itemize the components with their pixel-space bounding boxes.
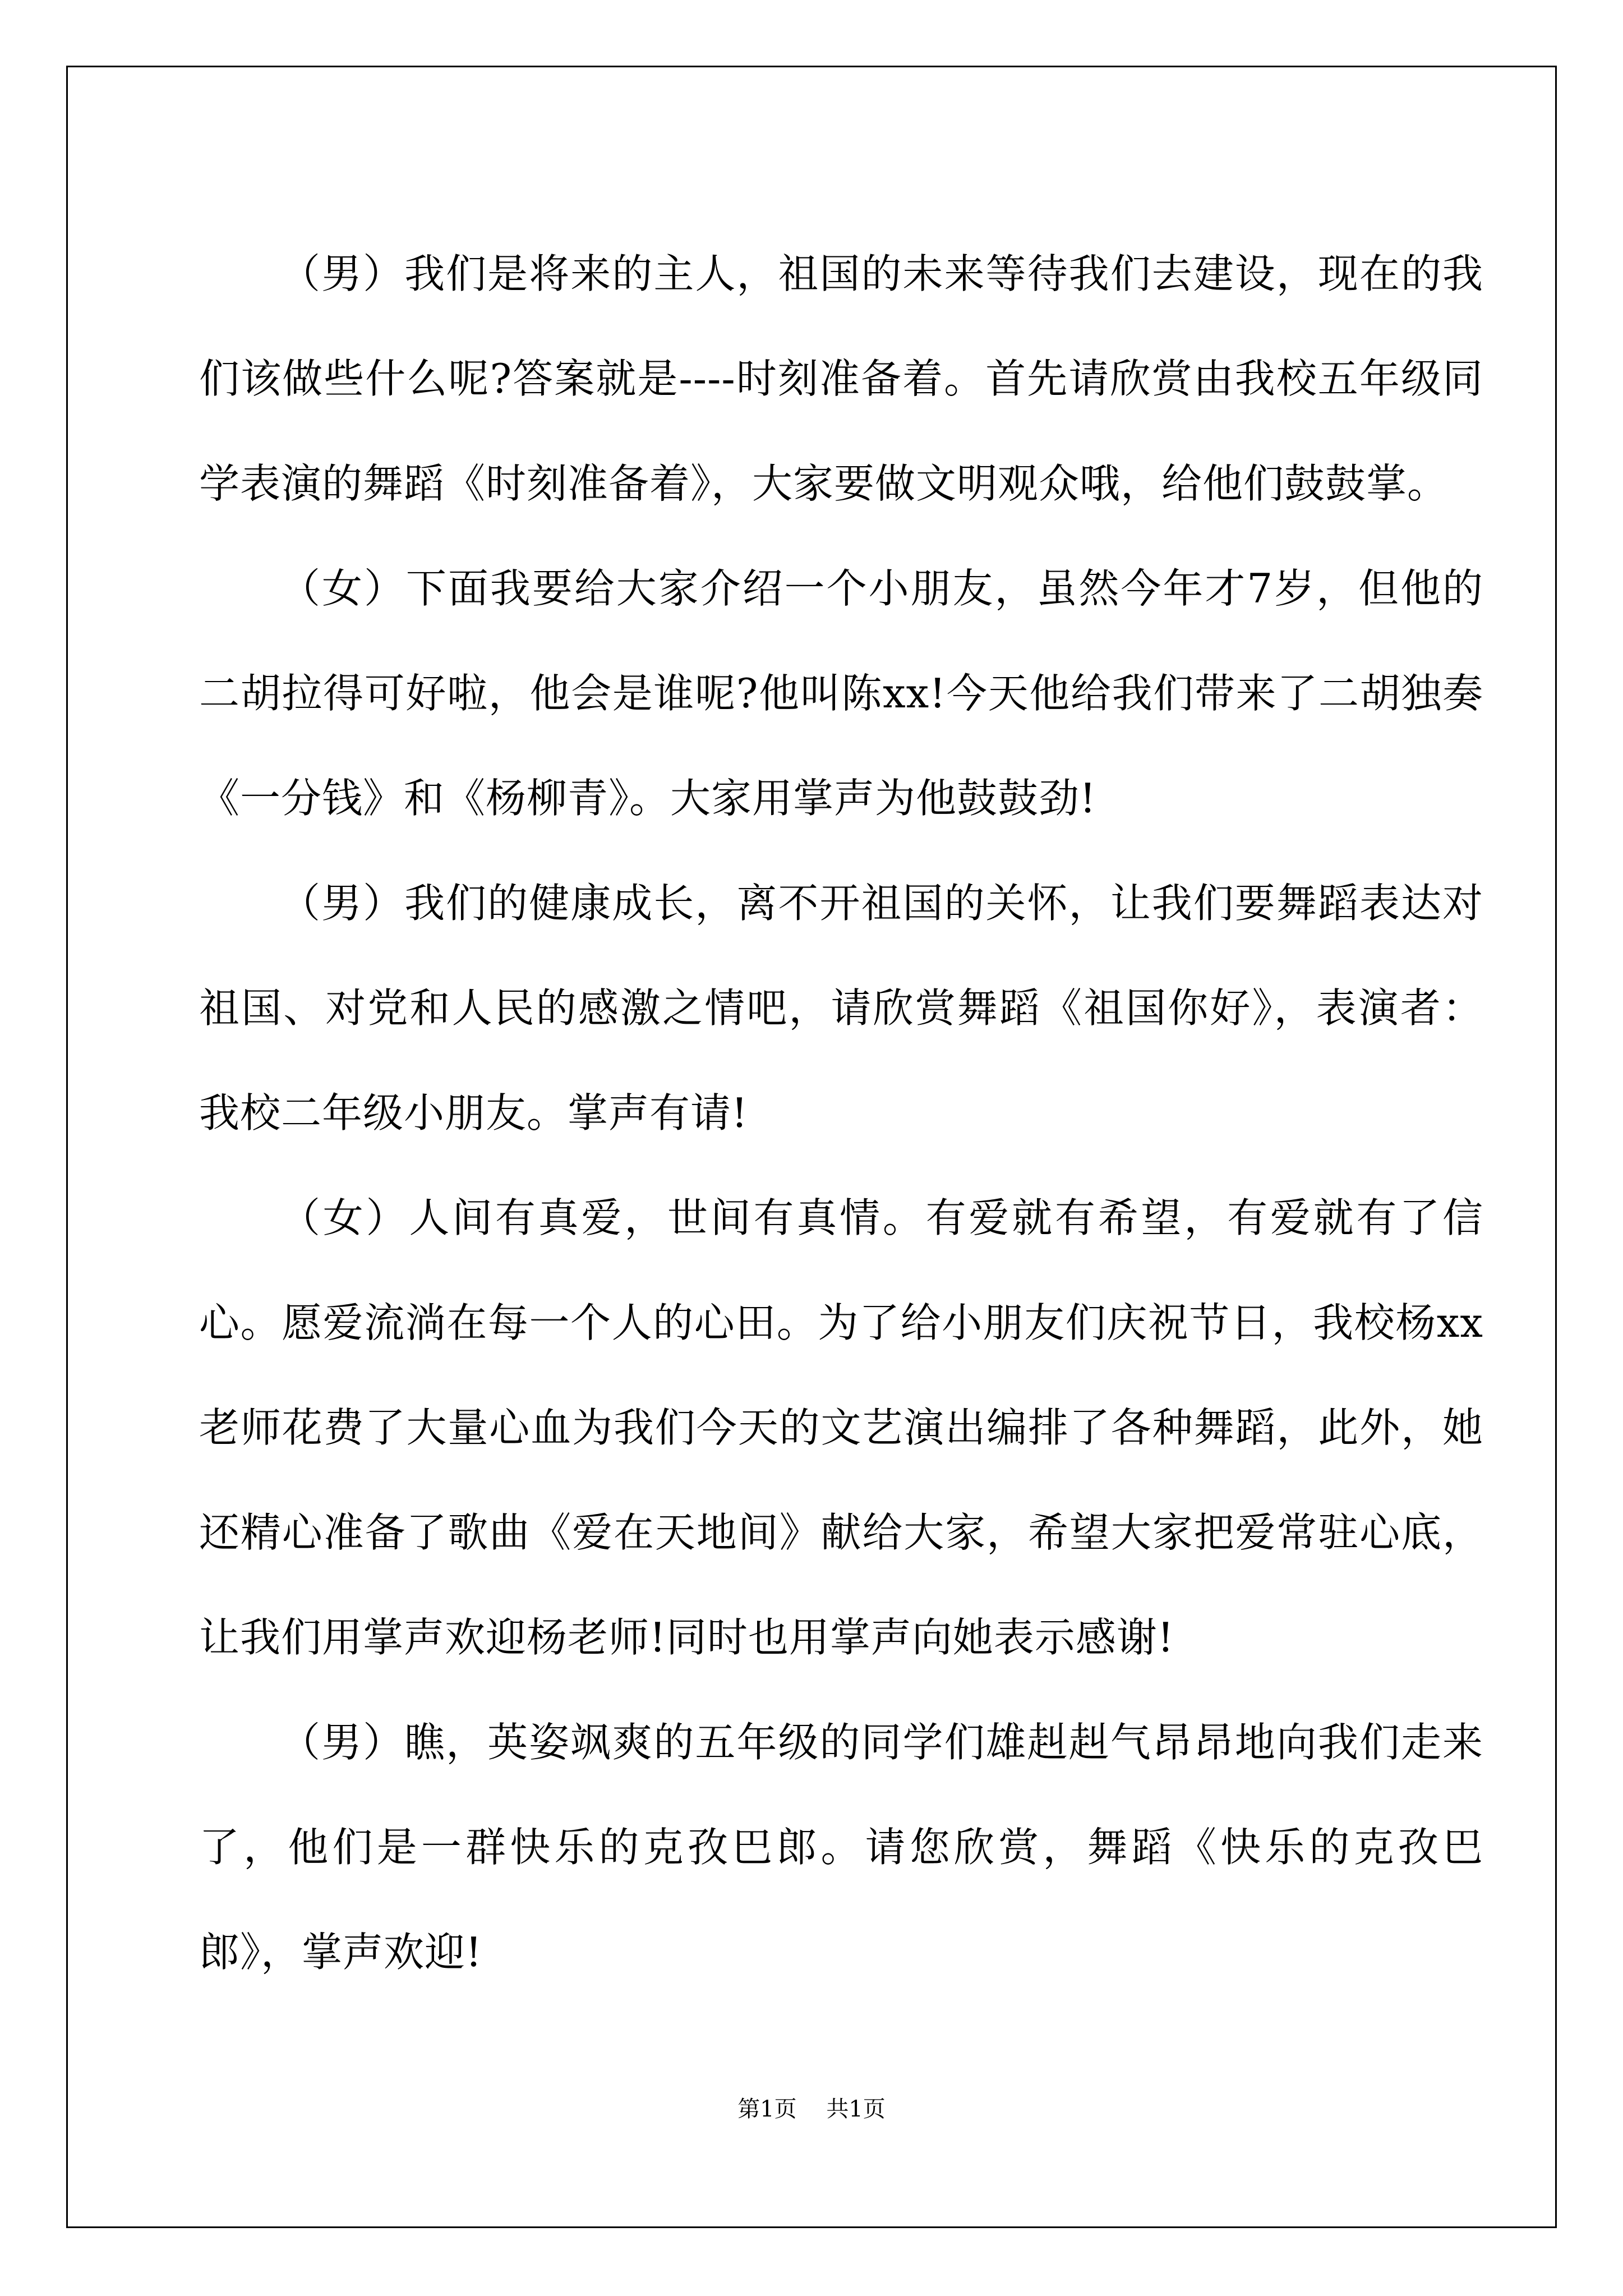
page-footer: [0, 2095, 1623, 2123]
page-number-total: 共1页: [826, 2096, 886, 2122]
paragraph-2: （女）下面我要给大家介绍一个小朋友，虽然今年才7岁，但他的二胡拉得可好啦，他会是谁呢?他叫陈xx!今天他给我们带来了二胡独奏《一分钱》和《杨柳青》。大家用掌声为他鼓鼓劲!: [199, 565, 1483, 822]
paragraph-4: （女）人间有真爱，世间有真情。有爱就有希望，有爱就有了信心。愿爱流淌在每一个人的心田。为了给小朋友们庆祝节日，我校杨xx老师花费了大量心血为我们今天的文艺演出编排了各种舞蹈，此外，她还精心准备了歌曲《爱在天地间》献给大家，希望大家把爱常驻心底，让我们用掌声欢迎杨老师!同时也用掌声向她表示感谢!: [199, 1194, 1483, 1661]
page-number-current: 第1页: [737, 2096, 797, 2122]
paragraph-3: （男）我们的健康成长，离不开祖国的关怀，让我们要舞蹈表达对祖国、对党和人民的感激之情吧，请欣赏舞蹈《祖国你好》，表演者：我校二年级小朋友。掌声有请!: [199, 880, 1483, 1137]
paragraph-5: （男）瞧，英姿飒爽的五年级的同学们雄赳赳气昂昂地向我们走来了，他们是一群快乐的克孜巴郎。请您欣赏，舞蹈《快乐的克孜巴郎》，掌声欢迎!: [199, 1719, 1483, 1976]
paragraph-1: （男）我们是将来的主人，祖国的未来等待我们去建设，现在的我们该做些什么呢?答案就是----时刻准备着。首先请欣赏由我校五年级同学表演的舞蹈《时刻准备着》，大家要做文明观众哦，给他们鼓鼓掌。: [199, 250, 1483, 507]
document-body: [199, 222, 1483, 2005]
